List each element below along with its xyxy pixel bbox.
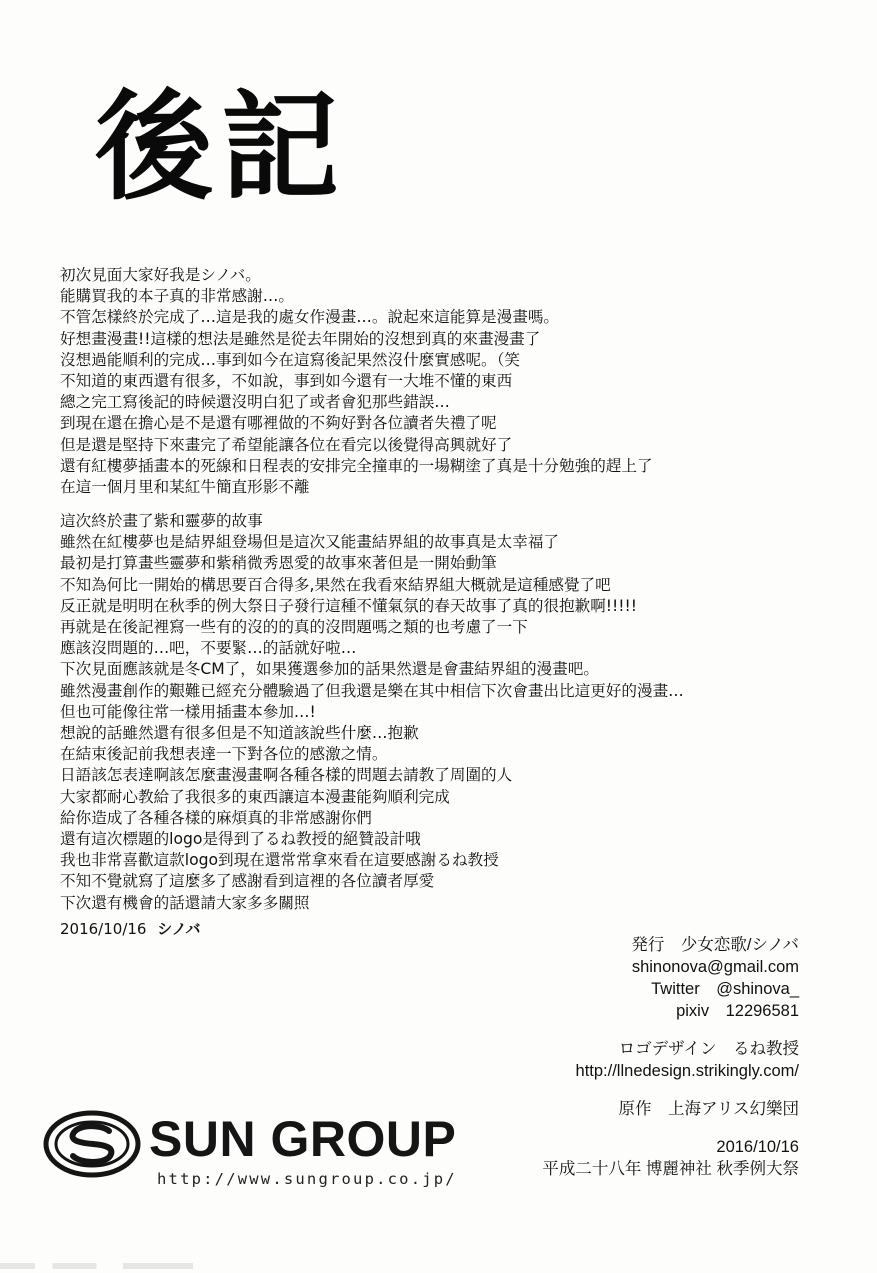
credits-block <box>542 934 799 1180</box>
signature-date: 2016/10/16 <box>60 920 147 938</box>
text-line: 在這一個月里和某紅牛簡直形影不離 <box>60 478 310 497</box>
text-line: 不知道的東西還有很多，不如說，事到如今還有一大堆不懂的東西 <box>60 372 513 391</box>
text-line: 但也可能像往常一樣用插畫本參加…! <box>60 702 316 721</box>
text-line: 給你造成了各種各樣的麻煩真的非常感謝你們 <box>60 808 372 827</box>
text-line: 下次見面應該就是冬CM了，如果獲選參加的話果然還是會畫結界組的漫畫吧。 <box>60 660 599 679</box>
text-line: 不知不覺就寫了這麼多了感謝看到這裡的各位讀者厚愛 <box>60 872 435 891</box>
logo-design-line: ロゴデザイン るね教授 <box>618 1040 799 1058</box>
logo-design-url: http://llnedesign.strikingly.com/ <box>575 1062 799 1080</box>
twitter-line: Twitter @shinova_ <box>651 980 799 998</box>
signature-name: シノバ <box>157 920 201 938</box>
publisher-line: 発行 少女恋歌/シノバ <box>631 936 799 954</box>
text-line: 但是還是堅持下來畫完了希望能讓各位在看完以後覺得高興就好了 <box>60 435 513 454</box>
sun-group-logo <box>43 1110 513 1200</box>
text-line: 下次還有機會的話還請大家多多關照 <box>60 893 310 912</box>
text-line: 初次見面大家好我是シノバ。 <box>60 266 261 284</box>
text-line: 在結束後記前我想表達一下對各位的感激之情。 <box>60 745 388 764</box>
paragraph-2 <box>60 511 684 914</box>
text-line: 到現在還在擔心是不是還有哪裡做的不夠好對各位讀者失禮了呢 <box>60 414 497 433</box>
text-line: 大家都耐心教給了我很多的東西讓這本漫畫能夠順利完成 <box>60 787 450 806</box>
afterword-title: 後記 <box>95 78 348 216</box>
text-line: 雖然漫畫創作的艱難已經充分體驗過了但我還是樂在其中相信下次會畫出比這更好的漫畫… <box>60 681 684 700</box>
paragraph-1 <box>60 265 653 498</box>
text-line: 我也非常喜歡這款logo到現在還常常拿來看在這要感謝るね教授 <box>60 851 499 870</box>
signature <box>60 918 200 939</box>
email-line: shinonova@gmail.com <box>631 958 799 976</box>
text-line: 最初是打算畫些靈夢和紫稍微秀恩愛的故事來著但是一開始動筆 <box>60 554 497 573</box>
scan-edge <box>0 1263 877 1269</box>
text-line: 不知為何比一開始的構思要百合得多,果然在我看來結界組大概就是這種感覺了吧 <box>60 575 611 594</box>
text-line: 總之完工寫後記的時候還沒明白犯了或者會犯那些錯誤… <box>60 393 450 412</box>
text-line: 好想畫漫畫!!這樣的想法是雖然是從去年開始的沒想到真的來畫漫畫了 <box>60 329 541 348</box>
sun-group-logo-icon <box>43 1110 141 1178</box>
sun-group-url: http://www.sungroup.co.jp/ <box>157 1170 457 1188</box>
text-line: 不管怎樣終於完成了…這是我的處女作漫畫…。說起來這能算是漫畫嗎。 <box>60 308 560 327</box>
original-work-line: 原作 上海アリス幻樂団 <box>618 1100 799 1118</box>
text-line: 還有這次標題的logo是得到了るね教授的絕贊設計哦 <box>60 830 421 849</box>
text-line: 應該沒問題的…吧，不要緊…的話就好啦… <box>60 639 357 658</box>
text-line: 想說的話雖然還有很多但是不知道該說些什麼…抱歉 <box>60 724 419 743</box>
text-line: 再就是在後記裡寫一些有的沒的的真的沒問題嗎之類的也考慮了一下 <box>60 618 528 637</box>
event-line: 平成二十八年 博麗神社 秋季例大祭 <box>542 1160 799 1178</box>
text-line: 能購買我的本子真的非常感謝…。 <box>60 287 294 306</box>
text-line: 雖然在紅樓夢也是結界組登場但是這次又能畫結界組的故事真是太幸福了 <box>60 533 560 552</box>
text-line: 反正就是明明在秋季的例大祭日子發行這種不懂氣氛的春天故事了真的很抱歉啊!!!!! <box>60 596 638 615</box>
text-line: 這次終於畫了紫和靈夢的故事 <box>60 512 263 530</box>
sun-group-name: SUN GROUP <box>149 1111 457 1167</box>
pixiv-line: pixiv 12296581 <box>676 1002 799 1020</box>
text-line: 沒想過能順利的完成…事到如今在這寫後記果然沒什麼實感呢。（笑 <box>60 350 521 369</box>
text-line: 日語該怎表達啊該怎麼畫漫畫啊各種各樣的問題去請教了周圍的人 <box>60 766 513 785</box>
text-line: 還有紅樓夢插畫本的死線和日程表的安排完全撞車的一場糊塗了真是十分勉強的趕上了 <box>60 456 653 475</box>
credits-date: 2016/10/16 <box>716 1138 799 1156</box>
